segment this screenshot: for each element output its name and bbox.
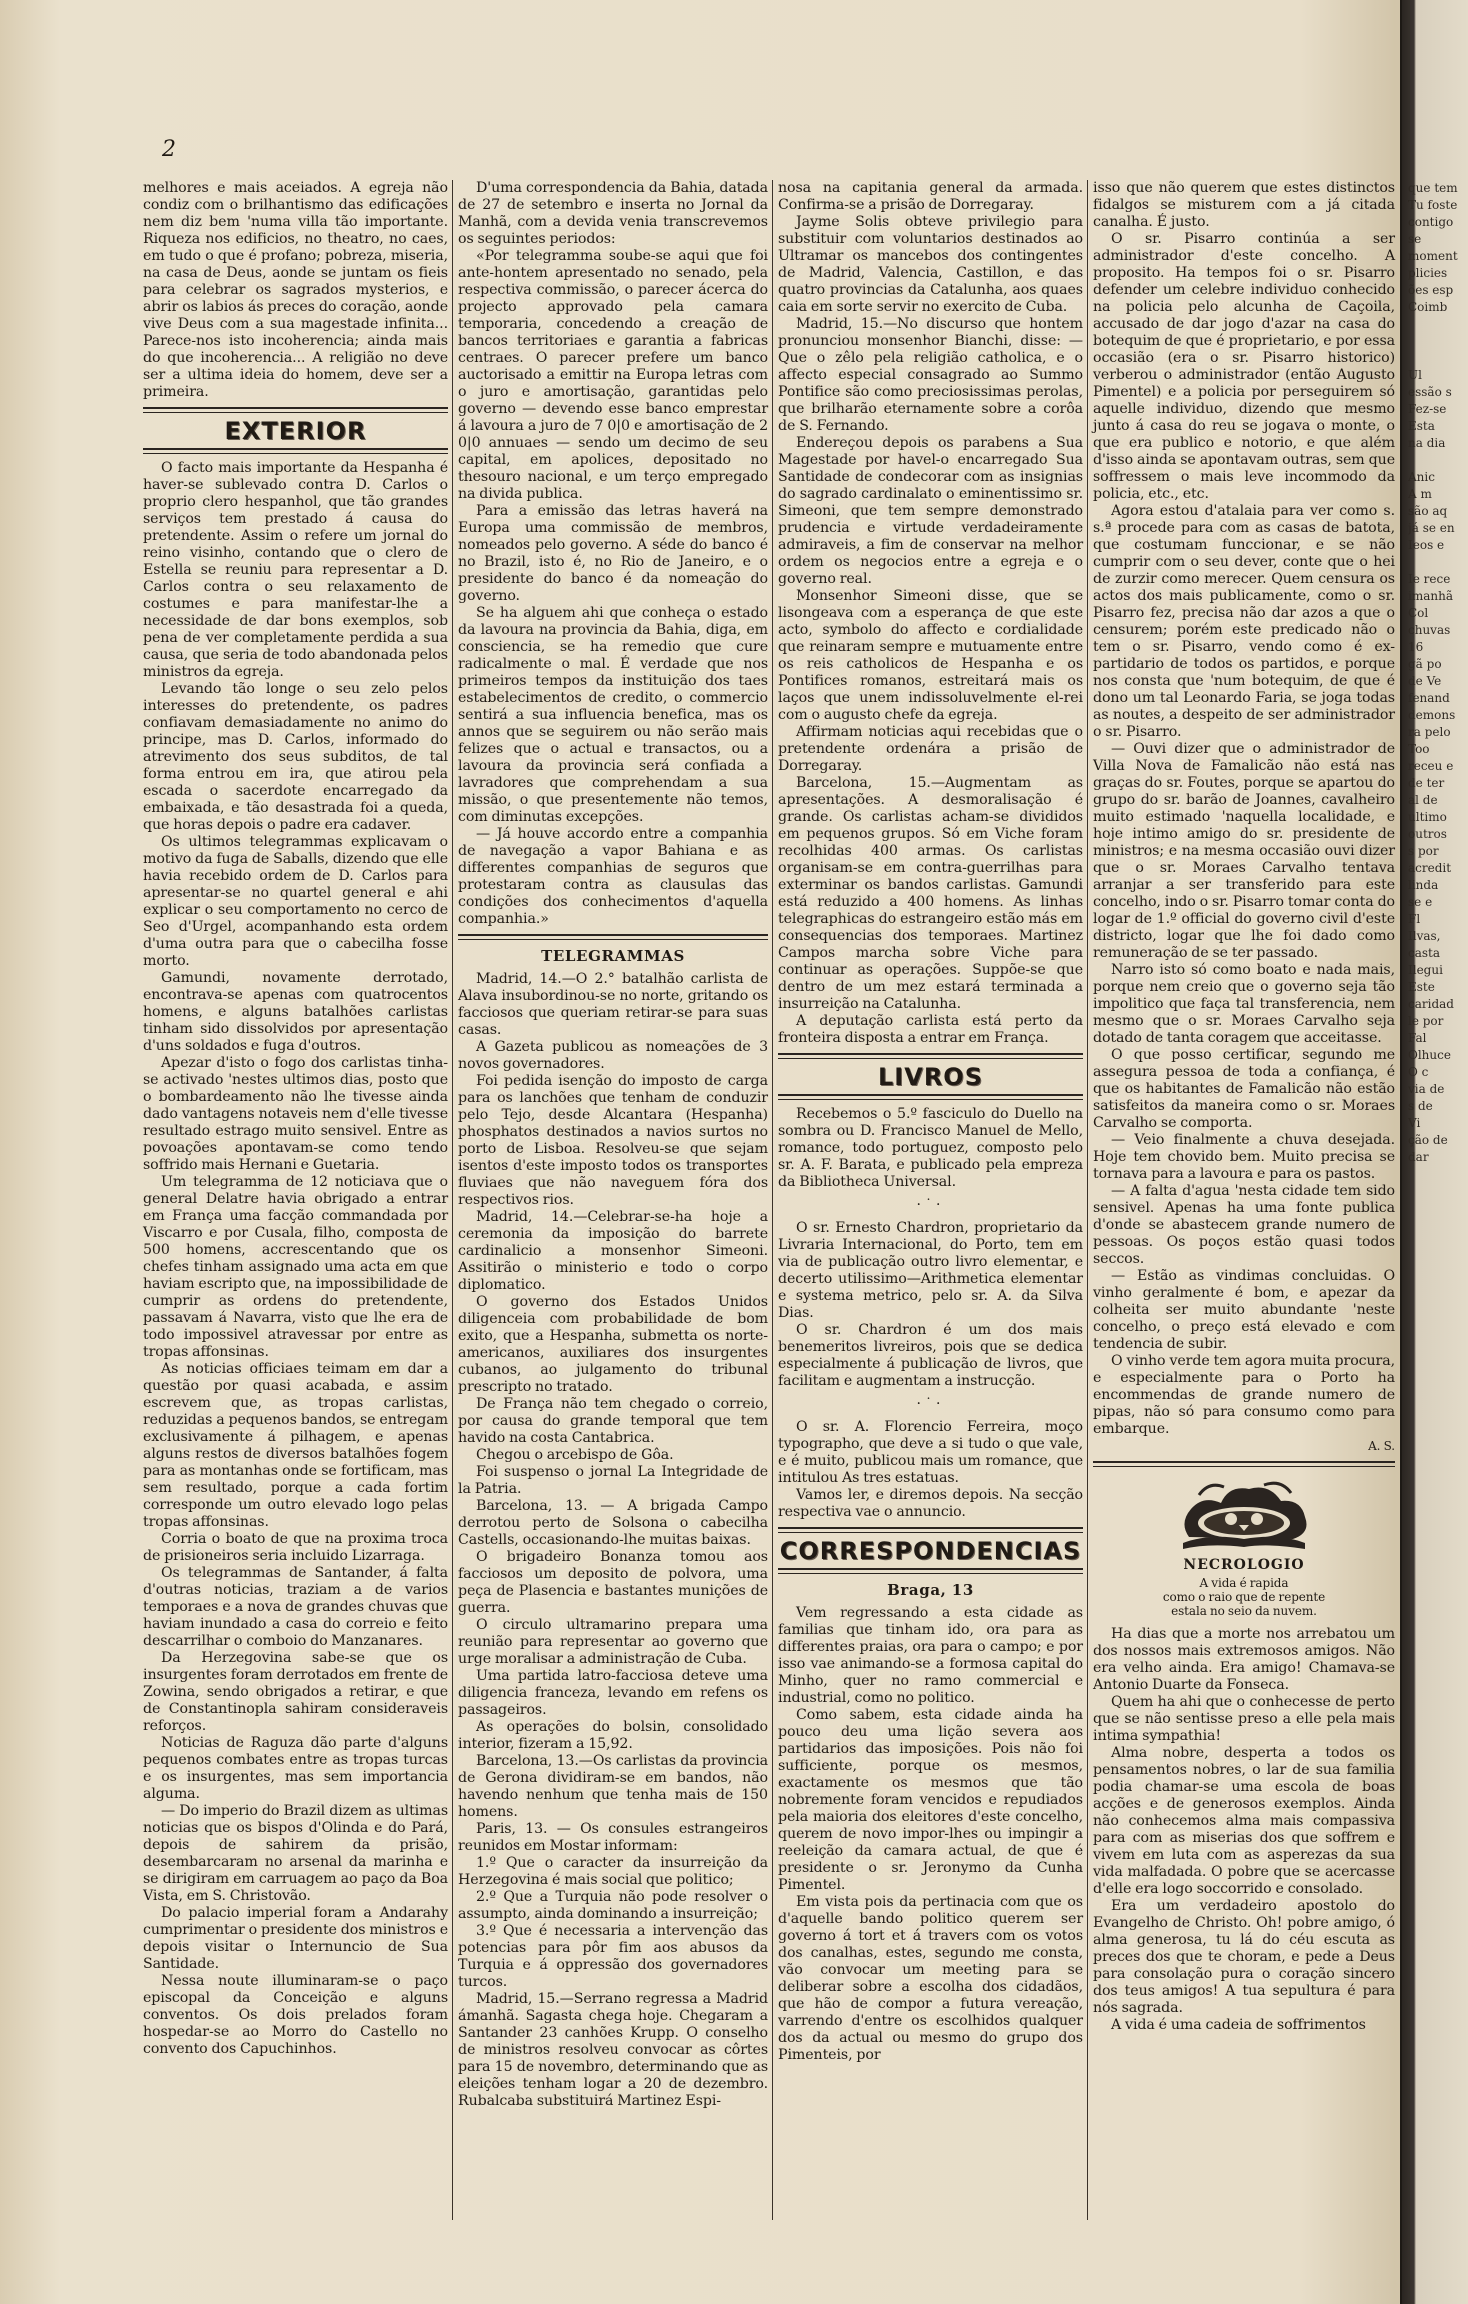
fragment-line: Vi xyxy=(1408,1116,1421,1130)
fragment-line: ultimo xyxy=(1408,810,1447,824)
paragraph: Em vista pois da pertinacia com que os d'aquelle bando politico querem ser governo á tort et á travers com os votos dos canalhas, estes, segundo me consta, vão convocar um meeting para se deliberar sobre a escolha dos cidadãos, que hão de compor a futura vereação, varrendo d'entre os escolhidos qualquer dos da actual ou mesmo do grupo dos Pimenteis, por xyxy=(778,1894,1083,2063)
fragment-line: Too xyxy=(1408,742,1430,756)
fragment-line: são aq xyxy=(1408,504,1448,518)
fragment-line: al de xyxy=(1408,793,1438,807)
paragraph: Madrid, 15.—Serrano regressa a Madrid ámanhã. Sagasta chega hoje. Chegaram a Santander 23 canhões Krupp. O conselho de ministros resolveu convocar as côrtes para 15 de novembro, determinando que as eleições tenham logar a 20 de dezembro. Rubalcaba substituirá Martinez Espi- xyxy=(458,1991,768,2109)
paragraph: Para a emissão das letras haverá na Europa uma commissão de membros, nomeados pelo governo. A séde do banco é no Brazil, isto é, no Rio de Janeiro, e o presidente do banco é da nomeação do governo. xyxy=(458,503,768,604)
fragment-line: plicies xyxy=(1408,266,1448,280)
paragraph: 3.º Que é necessaria a intervenção das potencias para pôr fim aos abusos da Turquia e á oppressão dos governadores turcos. xyxy=(458,1923,768,1990)
section-rule xyxy=(1093,1461,1395,1467)
fragment-line: outros xyxy=(1408,827,1447,841)
epigraph-line: como o raio que de repente xyxy=(1162,1590,1326,1604)
paragraph: isso que não querem que estes distinctos fidalgos se misturem com a já citada canalha. É justo. xyxy=(1093,180,1395,230)
paragraph: As operações do bolsin, consolidado interior, fizeram a 15,92. xyxy=(458,1719,768,1752)
paragraph: O governo dos Estados Unidos diligenceia com probabilidade de bom exito, que a Hespanha, submetta os norte-americanos, auxiliares dos insurgentes cubanos, ao julgamento do tribunal prescripto no tratado. xyxy=(458,1294,768,1395)
paragraph: Endereçou depois os parabens a Sua Magestade por havel-o encarregado Sua Santidade de condecorar com as insignias do sagrado cardinalato o eminentissimo sr. Simeoni, que tem sempre demonstrado prudencia e virtude verdadeiramente admiraveis, a fim de conservar na melhor ordem os negocios entre a egreja e o governo real. xyxy=(778,435,1083,587)
paragraph: Noticias de Raguza dão parte d'alguns pequenos combates entre as tropas turcas e os insurgentes, mas sem importancia alguma. xyxy=(143,1735,448,1802)
fragment-line: ra pelo xyxy=(1408,725,1451,739)
fragment-line: ção de xyxy=(1408,1133,1448,1147)
paragraph: Era um verdadeiro apostolo do Evangelho de Christo. Oh! pobre amigo, ó alma generosa, tu lá do céu escuta as preces dos que te choram, e pede a Deus para consolação pura o coração sincero dos teus amigos! A tua sepultura é para nós sagrada. xyxy=(1093,1898,1395,2016)
fragment-line: essão s xyxy=(1408,385,1452,399)
fragment-line: se e xyxy=(1408,895,1433,909)
paragraph: — Do imperio do Brazil dizem as ultimas noticias que os bispos d'Olinda e do Pará, depois de sahirem da prisão, desembarcaram no arsenal da marinha e se dirigiram em carruagem ao paço da Boa Vista, em S. Christovão. xyxy=(143,1803,448,1904)
paragraph: Chegou o arcebispo de Gôa. xyxy=(476,1447,674,1463)
paragraph: Narro isto só como boato e nada mais, porque nem creio que o governo seja tão impolitico que faça tal transferencia, nem mesmo que o sr. Moraes Carvalho seja dotado de tanta coragem que acceitasse. xyxy=(1093,962,1395,1046)
section-rule xyxy=(778,1053,1083,1059)
fragment-line: fenand xyxy=(1408,691,1450,705)
paragraph: 2.º Que a Turquia não pode resolver o assumpto, ainda dominando a insurreição; xyxy=(458,1889,768,1922)
fragment-line: 16 xyxy=(1408,640,1424,654)
fragment-line: receu e xyxy=(1408,759,1454,773)
epigraph-line: estala no seio da nuvem. xyxy=(1171,1604,1317,1618)
section-title-correspondencias: CORRESPONDENCIAS xyxy=(779,1537,1082,1565)
paragraph: melhores e mais aceiados. A egreja não condiz com o brilhantismo das edificações nem diz bem 'numa villa tão importante. Riqueza nos edificios, no theatro, no caes, em tudo o que é profano; pobreza, miseria, na casa de Deus, aonde se juntam os fieis para celebrar os sagrados mysterios, e abrir os labios ás preces do coração, aonde vive Deus com a sua magestade infinita... Parece-nos isto incoherencia; ainda mais do que incoherencia... A religião no deve ser a ultima ideia do homem, deve ser a primeira. xyxy=(143,180,448,400)
paragraph: 1.º Que o caracter da insurreição da Herzegovina é mais social que politico; xyxy=(458,1855,768,1888)
column-divider-1 xyxy=(452,180,453,2220)
article-signature: A. S. xyxy=(1368,1439,1395,1453)
paragraph: Se ha alguem ahi que conheça o estado da lavoura na provincia da Bahia, diga, em consciencia, se ha remedio que cure radicalmente o mal. É verdade que nos primeiros tempos da instituição dos taes estabelecimentos de credito, o commercio sentirá a sua influencia benefica, mas os annos que se seguirem ou não serão mais felizes que o actual e transactos, ou a lavoura da provincia será confiada a lavradores que comprehendam a sua missão, o que presentemente não temos, com diminutas excepções. xyxy=(458,605,768,825)
column-1 xyxy=(143,180,448,2230)
section-title-exterior: EXTERIOR xyxy=(224,417,367,445)
fragment-line: caridad xyxy=(1408,997,1454,1011)
paragraph: Foi suspenso o jornal La Integridade de la Patria. xyxy=(458,1464,768,1497)
paragraph: A Gazeta publicou as nomeações de 3 novos governadores. xyxy=(458,1039,768,1072)
fragment-line: Ie rece xyxy=(1408,572,1451,586)
fragment-line: imanhã xyxy=(1408,589,1453,603)
column-divider-2 xyxy=(772,180,773,2220)
paragraph: D'uma correspondencia da Bahia, datada de 27 de setembro e inserta no Jornal da Manhã, com a devida venia transcrevemos os seguintes periodos: xyxy=(458,180,768,247)
paragraph: Recebemos o 5.º fasciculo do Duello na sombra ou D. Francisco Manuel de Mello, romance, todo portuguez, composto pelo sr. A. F. Barata, e publicado pela empreza da Bibliotheca Universal. xyxy=(778,1106,1083,1190)
paragraph: Alma nobre, desperta a todos os pensamentos nobres, o lar de sua familia podia chamar-se uma escola de boas acções e de generosos exemplos. Ainda não conhecemos alma mais compassiva para com as miserias dos que soffrem e vivem em luta com as asperezas da sua vida malfadada. O pobre que se acercasse d'elle era logo soccorrido e consolado. xyxy=(1093,1745,1395,1897)
paragraph: Corria o boato de que na proxima troca de prisioneiros seria incluido Lizarraga. xyxy=(143,1531,448,1564)
paragraph: Madrid, 14.—O 2.° batalhão carlista de Alava insubordinou-se no norte, gritando os facciosos que queriam retirar-se para suas casas. xyxy=(458,971,768,1038)
paragraph: O sr. Ernesto Chardron, proprietario da Livraria Internacional, do Porto, tem em via de publicação outro livro elementar, e decerto utilissimo—Arithmetica elementar e systema metrico, pelo sr. A. da Silva Dias. xyxy=(778,1220,1083,1321)
fragment-line: Ilegui xyxy=(1408,963,1443,977)
paragraph: O facto mais importante da Hespanha é haver-se sublevado contra D. Carlos o proprio clero hespanhol, que tão grandes serviços tem prestado á causa do pretendente. Assim o refere um jornal do reino visinho, contando que o clero de Estella se reuniu para representar a D. Carlos contra o seu relaxamento de costumes e para manifestar-lhe a necessidade de dar bons exemplos, sob pena de ver completamente perdida a sua causa, que seria de todo abandonada pelos ministros da egreja. xyxy=(143,460,448,680)
paragraph: Barcelona, 13.—Os carlistas da provincia de Gerona dividiram-se em bandos, não havendo nenhum que tenha mais de 150 homens. xyxy=(458,1753,768,1820)
fragment-line: Fl xyxy=(1408,912,1421,926)
section-title-telegrammas: TELEGRAMMAS xyxy=(541,947,685,965)
paragraph: As noticias officiaes teimam em dar a questão por quasi acabada, e assim escrevem que, as tropas carlistas, reduzidas a pequenos bandos, se entregam exclusivamente á pilhagem, e apenas alguns restos de diversos batalhões fogem para as montanhas onde se fortificam, mas sem resultado, porque a cada fortim corresponde um outro elevado logo pelas tropas affonsinas. xyxy=(143,1361,448,1530)
fragment-line: Ieos e xyxy=(1408,538,1445,552)
paragraph: Jayme Solis obteve privilegio para substituir com voluntarios destinados ao Ultramar os mancebos dos contingentes de Madrid, Valencia, Castillon, e das quatro provincias da Catalunha, aos quaes caia em sorte servir no exercito de Cuba. xyxy=(778,214,1083,315)
paragraph: A vida é uma cadeia de soffrimentos xyxy=(1111,2017,1366,2033)
paragraph: «Por telegramma soube-se aqui que foi ante-hontem apresentado no senado, pela respectiva commissão, o parecer ácerca do projecto approvado pela camara temporaria, concedendo a creação de bancos territoriaes e garantia a fabricas centraes. O parecer prefere um banco auctorisado a emittir na Europa letras com o juro e amortisação, garantidas pelo governo — devendo esse banco emprestar á lavoura a juro de 7 0|0 e amortisação de 2 0|0 annuaes — sendo um decimo de seu capital, em apolices, depositado no thesouro nacional, e um terço empregado na divida publica. xyxy=(458,248,768,502)
fragment-line: Col xyxy=(1408,606,1429,620)
paragraph: Foi pedida isenção do imposto de carga para os lanchões que tenham de conduzir pelo Tejo, desde Alcantara (Hespanha) phosphatos destinados a navios surtos no porto de Lisboa. Resolveu-se que sejam isentos d'este imposto todos os transportes fluviaes que não naveguem fóra dos respectivos rios. xyxy=(458,1073,768,1208)
fragment-line: O c xyxy=(1408,1065,1429,1079)
fragment-line: Ul xyxy=(1408,368,1422,382)
epigraph-line: A vida é rapida xyxy=(1199,1576,1289,1590)
paragraph: Os telegrammas de Santander, á falta d'outras noticias, traziam a de varios temporaes e a nova de grandes chuvas que haviam inundado a casa do correio e feito descarrilhar o comboio do Manzanares. xyxy=(143,1565,448,1649)
paragraph: De França não tem chegado o correio, por causa do grande temporal que tem havido na costa Cantabrica. xyxy=(458,1396,768,1446)
paragraph: O circulo ultramarino prepara uma reunião para representar ao governo que urge moralisar a administração de Cuba. xyxy=(458,1617,768,1667)
fragment-line: gã po xyxy=(1408,657,1442,671)
fragment-line: moment xyxy=(1408,249,1458,263)
paragraph: O sr. A. Florencio Ferreira, moço typographo, que deve a si tudo o que vale, e é muito, publicou mais um romance, que intitulou As tres estatuas. xyxy=(778,1419,1083,1486)
fragment-line: le por xyxy=(1408,1014,1444,1028)
paragraph: Madrid, 15.—No discurso que hontem pronunciou monsenhor Bianchi, disse: — Que o zêlo pela religião catholica, e o affecto especial consagrado ao Summo Pontifice são como preciosissimas perolas, que brilharão eternamente sobre a corôa de S. Fernando. xyxy=(778,316,1083,434)
fragment-line: s por xyxy=(1408,844,1439,858)
section-rule xyxy=(778,1568,1083,1574)
fragment-line xyxy=(1408,554,1464,571)
paragraph: — Estão as vindimas concluidas. O vinho geralmente é bom, e apezar da colheita ser muito abundante 'neste concelho, o preço está elevado e com tendencia de subir. xyxy=(1093,1268,1395,1352)
paragraph: O vinho verde tem agora muita procura, e especialmente para o Porto ha encommendas de grande numero de pipas, não só para consumo como para embarque. xyxy=(1093,1353,1395,1437)
fragment-line: Olhuce xyxy=(1408,1048,1451,1062)
paragraph: Nessa noute illuminaram-se o paço episcopal da Conceição e alguns conventos. Os dois prelados foram hospedar-se ao Morro do Castello no convento dos Capuchinhos. xyxy=(143,1973,448,2057)
fragment-line: via de xyxy=(1408,1082,1445,1096)
fragment-line: Coimb xyxy=(1408,300,1448,314)
paragraph: — A falta d'agua 'nesta cidade tem sido sensivel. Apenas ha uma fonte publica d'onde se abastecem grande numero de pessoas. Os poços estão quasi todos seccos. xyxy=(1093,1183,1395,1267)
fragment-line xyxy=(1408,333,1464,350)
paragraph: Levando tão longe o seu zelo pelos interesses do pretendente, os padres confiavam demasiadamente no animo do principe, mas D. Carlos, informado do atrevimento dos seus subditos, de tal forma entrou em ira, que atirou pela escada o sacerdote encarregado da embaixada, e tão desastrada foi a queda, que horas depois o padre era cadaver. xyxy=(143,681,448,833)
page-number: 2 xyxy=(162,137,176,162)
fragment-line: Ilvas, xyxy=(1408,929,1441,943)
fragment-line xyxy=(1408,316,1464,333)
fragment-line xyxy=(1408,350,1464,367)
paragraph: — Veio finalmente a chuva desejada. Hoje tem chovido bem. Muito precisa se tornava para a lavoura e para os pastos. xyxy=(1093,1132,1395,1182)
paragraph: O que posso certificar, segundo me assegura pessoa de toda a confiança, é que os habitantes de Famalicão não estão satisfeitos da maneira como o sr. Moraes Carvalho se comporta. xyxy=(1093,1047,1395,1131)
fragment-line: na dia xyxy=(1408,436,1446,450)
fragment-line: Esta xyxy=(1408,419,1435,433)
paragraph: Barcelona, 13. — A brigada Campo derrotou perto de Solsona o cabecilha Castells, occasionando-lhe muitas baixas. xyxy=(458,1498,768,1548)
paragraph: Quem ha ahi que o conhecesse de perto que se não sentisse preso a elle pela mais intima sympathia! xyxy=(1093,1694,1395,1744)
fragment-line: linda xyxy=(1408,878,1439,892)
fragment-line: ões esp xyxy=(1408,283,1454,297)
dot-separator: ·˙· xyxy=(916,1197,945,1213)
necrology-emblem-icon xyxy=(1169,1473,1319,1555)
paragraph: Da Herzegovina sabe-se que os insurgentes foram derrotados em frente de Zowina, sendo obrigados a retirar, e que de Constantinopla sahiram consideraveis reforços. xyxy=(143,1650,448,1734)
paragraph: Apezar d'isto o fogo dos carlistas tinha-se activado 'nestes ultimos dias, posto que o bombardeamento não lhe tivesse ainda dado vantagens notaveis nem d'elle tivesse resultado estrago muito sensivel. Entre as povoações apontavam-se como tendo soffrido mais Hernani e Guetaria. xyxy=(143,1055,448,1173)
fragment-line: contigo xyxy=(1408,215,1454,229)
fragment-line: Anic xyxy=(1408,470,1435,484)
paragraph: Madrid, 14.—Celebrar-se-ha hoje a ceremonia da imposição do barrete cardinalicio a monsenhor Simeoni. Assitirão o ministerio e todo o corpo diplomatico. xyxy=(458,1209,768,1293)
fragment-line: A m xyxy=(1408,487,1432,501)
fragment-line: casta xyxy=(1408,946,1441,960)
fragment-line: s de xyxy=(1408,1099,1433,1113)
paragraph: Como sabem, esta cidade ainda ha pouco deu uma lição severa aos partidarios das imposições. Pois não foi sufficiente, porque os mesmos, exactamente os mesmos que tão nobremente foram vencidos e repudiados pela maioria dos eleitores d'este concelho, querem de novo impor-lhes ou impingir a reeleição da camara actual, de que é presidente o sr. Jeronymo da Cunha Pimentel. xyxy=(778,1707,1083,1893)
fragment-line: acredit xyxy=(1408,861,1452,875)
adjacent-page-fragment xyxy=(1408,180,1464,2180)
column-4 xyxy=(1093,180,1395,2230)
fragment-line: Fez-se xyxy=(1408,402,1447,416)
column-2 xyxy=(458,180,768,2230)
paragraph: O brigadeiro Bonanza tomou aos facciosos um deposito de polvora, uma peça de Plasencia e bastantes munições de guerra. xyxy=(458,1549,768,1616)
necrology-epigraph xyxy=(1093,1576,1395,1618)
paragraph: Vem regressando a esta cidade as familias que tinham ido, ora para as differentes praias, ora para o campo; e por isso vae animando-se a formosa capital do Minho, quer no ramo commercial e industrial, como no politico. xyxy=(778,1605,1083,1706)
fragment-line: demons xyxy=(1408,708,1456,722)
paragraph: — Já houve accordo entre a companhia de navegação a vapor Bahiana e as differentes companhias de seguros que protestaram contra as clausulas das condições dos conhecimentos d'aquella companhia.» xyxy=(458,826,768,927)
column-divider-3 xyxy=(1087,180,1088,2220)
paragraph: Ha dias que a morte nos arrebatou um dos nossos mais extremosos amigos. Não era velho ainda. Era amigo! Chamava-se Antonio Duarte da Fonseca. xyxy=(1093,1626,1395,1693)
paragraph: nosa na capitania general da armada. Confirma-se a prisão de Dorregaray. xyxy=(778,180,1083,213)
fragment-line: já se en xyxy=(1408,521,1455,535)
section-rule xyxy=(778,1527,1083,1533)
paragraph: Agora estou d'atalaia para ver como s. s.ª procede para com as casas de batota, que costumam funccionar, e se não cumprir com o seu dever, conte que o hei de zurzir como merecer. Quem censura os actos dos mais publicamente, como o sr. Pisarro fez, precisa não dar azos a que o censurem; porém este predicado não o tem o sr. Pisarro, vendo como é ex-partidario de todos os partidos, e porque nos consta que 'num botequim, de que é dono um tal Leonardo Faria, se joga todas as noutes, a despeito de ser administrador o sr. Pisarro. xyxy=(1093,503,1395,740)
paragraph: O sr. Chardron é um dos mais benemeritos livreiros, pois que se dedica especialmente á publicação de livros, que facilitam e augmentam a instrucção. xyxy=(778,1322,1083,1389)
column-3 xyxy=(778,180,1083,2230)
paragraph: Barcelona, 15.—Augmentam as apresentações. A desmoralisação é grande. Os carlistas acham-se divididos em pequenos grupos. Só em Viche foram recolhidas 400 armas. Os carlistas organisam-se em contra-guerrilhas para exterminar os bandos carlistas. Gamundi está reduzido a 400 homens. As linhas telegraphicas do estrangeiro estão más em consequencias dos temporaes. Martinez Campos marcha sobre Viche para continuar as operações. Suppõe-se que dentro de um mez estará terminada a insurreição na Catalunha. xyxy=(778,775,1083,1012)
paragraph: Vamos ler, e diremos depois. Na secção respectiva vae o annuncio. xyxy=(778,1487,1083,1520)
paragraph: Paris, 13. — Os consules estrangeiros reunidos em Mostar informam: xyxy=(458,1821,768,1854)
paragraph: Gamundi, novamente derrotado, encontrava-se apenas com quatrocentos homens, e alguns batalhões carlistas tinham sido dissolvidos por apresentação d'uns soldados e fuga d'outros. xyxy=(143,970,448,1054)
necrology-title: NECROLOGIO xyxy=(1183,1557,1305,1573)
fragment-line: de ter xyxy=(1408,776,1445,790)
section-rule xyxy=(143,407,448,413)
fragment-line: de Ve xyxy=(1408,674,1442,688)
paragraph: A deputação carlista está perto da fronteira disposta a entrar em França. xyxy=(778,1013,1083,1046)
fragment-line: Este xyxy=(1408,980,1435,994)
dot-separator: ·˙· xyxy=(916,1396,945,1412)
section-title-livros: LIVROS xyxy=(878,1063,983,1091)
paragraph: — Ouvi dizer que o administrador de Villa Nova de Famalicão não está nas graças do sr. Foutes, porque se apartou do grupo do sr. barão de Joannes, cavalheiro muito estimado 'naquella localidade, e hoje intimo amigo do sr. presidente de ministros; e na mesma occasião ouvi dizer que o sr. Moraes Carvalho tentava arranjar a ser transferido para este concelho, indo o sr. Pisarro tomar conta do logar de 1.º official do governo civil d'este districto, logar que lhe foi dado como remuneração de se ter passado. xyxy=(1093,741,1395,961)
section-rule xyxy=(143,448,448,454)
fragment-line: Fal xyxy=(1408,1031,1427,1045)
paragraph: Do palacio imperial foram a Andarahy cumprimentar o presidente dos ministros e depois visitar o Internuncio de Sua Santidade. xyxy=(143,1905,448,1972)
fragment-line: se xyxy=(1408,232,1422,246)
quoted-correspondence xyxy=(458,248,768,928)
fragment-line: que tem xyxy=(1408,181,1458,195)
fragment-line: chuvas xyxy=(1408,623,1451,637)
section-rule xyxy=(458,934,768,940)
paragraph: Uma partida latro-facciosa deteve uma diligencia franceza, levando em refens os passageiros. xyxy=(458,1668,768,1718)
dateline-braga: Braga, 13 xyxy=(887,1581,974,1599)
paragraph: Os ultimos telegrammas explicavam o motivo da fuga de Saballs, dizendo que elle havia recebido ordem de D. Carlos para apresentar-se no quartel general e ahi explicar o seu comportamento no cerco de Seo d'Urgel, acompanhando esta ordem d'uma outra para que o cabecilha fosse morto. xyxy=(143,834,448,969)
paragraph: Monsenhor Simeoni disse, que se lisongeava com a esperança de que este acto, symbolo do affecto e cordialidade que reinaram sempre e mutuamente entre os reis catholicos de Hespanha e os Pontifices romanos, estreitará mais os laços que unem indissoluvelmente el-rei com o augusto chefe da egreja. xyxy=(778,588,1083,723)
paragraph: O sr. Pisarro continúa a ser administrador d'este concelho. A proposito. Ha tempos foi o sr. Pisarro defender um celebre individuo conhecido na policia pelo alcunha de Caçoila, accusado de dar jogo d'azar na casa do botequim de que é proprietario, e por essa occasião (era o sr. Pisarro historico) verberou o administrador (então Augusto Pimentel) e a policia por perseguirem só aquelle individuo, dizendo que mesmo junto á casa do reu se jogava o monte, o que era publico e notorio, e que além d'isso ainda se apontavam outras, sem que soffressem o mais leve incommodo da policia, etc., etc. xyxy=(1093,231,1395,502)
paragraph: Um telegramma de 12 noticiava que o general Delatre havia obrigado a entrar em França uma facção commandada por Viscarro e por Cusala, filho, composta de 500 homens, accrescentando que os chefes tinham assignado uma acta em que haviam escripto que, na impossibilidade de cumprir as ordens do pretendente, passavam á Navarra, visto que lhe era de todo impossivel atravessar por entre as tropas affonsinas. xyxy=(143,1174,448,1360)
paragraph: Affirmam noticias aqui recebidas que o pretendente ordenára a prisão de Dorregaray. xyxy=(778,724,1083,774)
fragment-line xyxy=(1408,452,1464,469)
fragment-line: dar xyxy=(1408,1150,1429,1164)
fragment-line: Tu foste xyxy=(1408,198,1458,212)
section-rule xyxy=(778,1094,1083,1100)
